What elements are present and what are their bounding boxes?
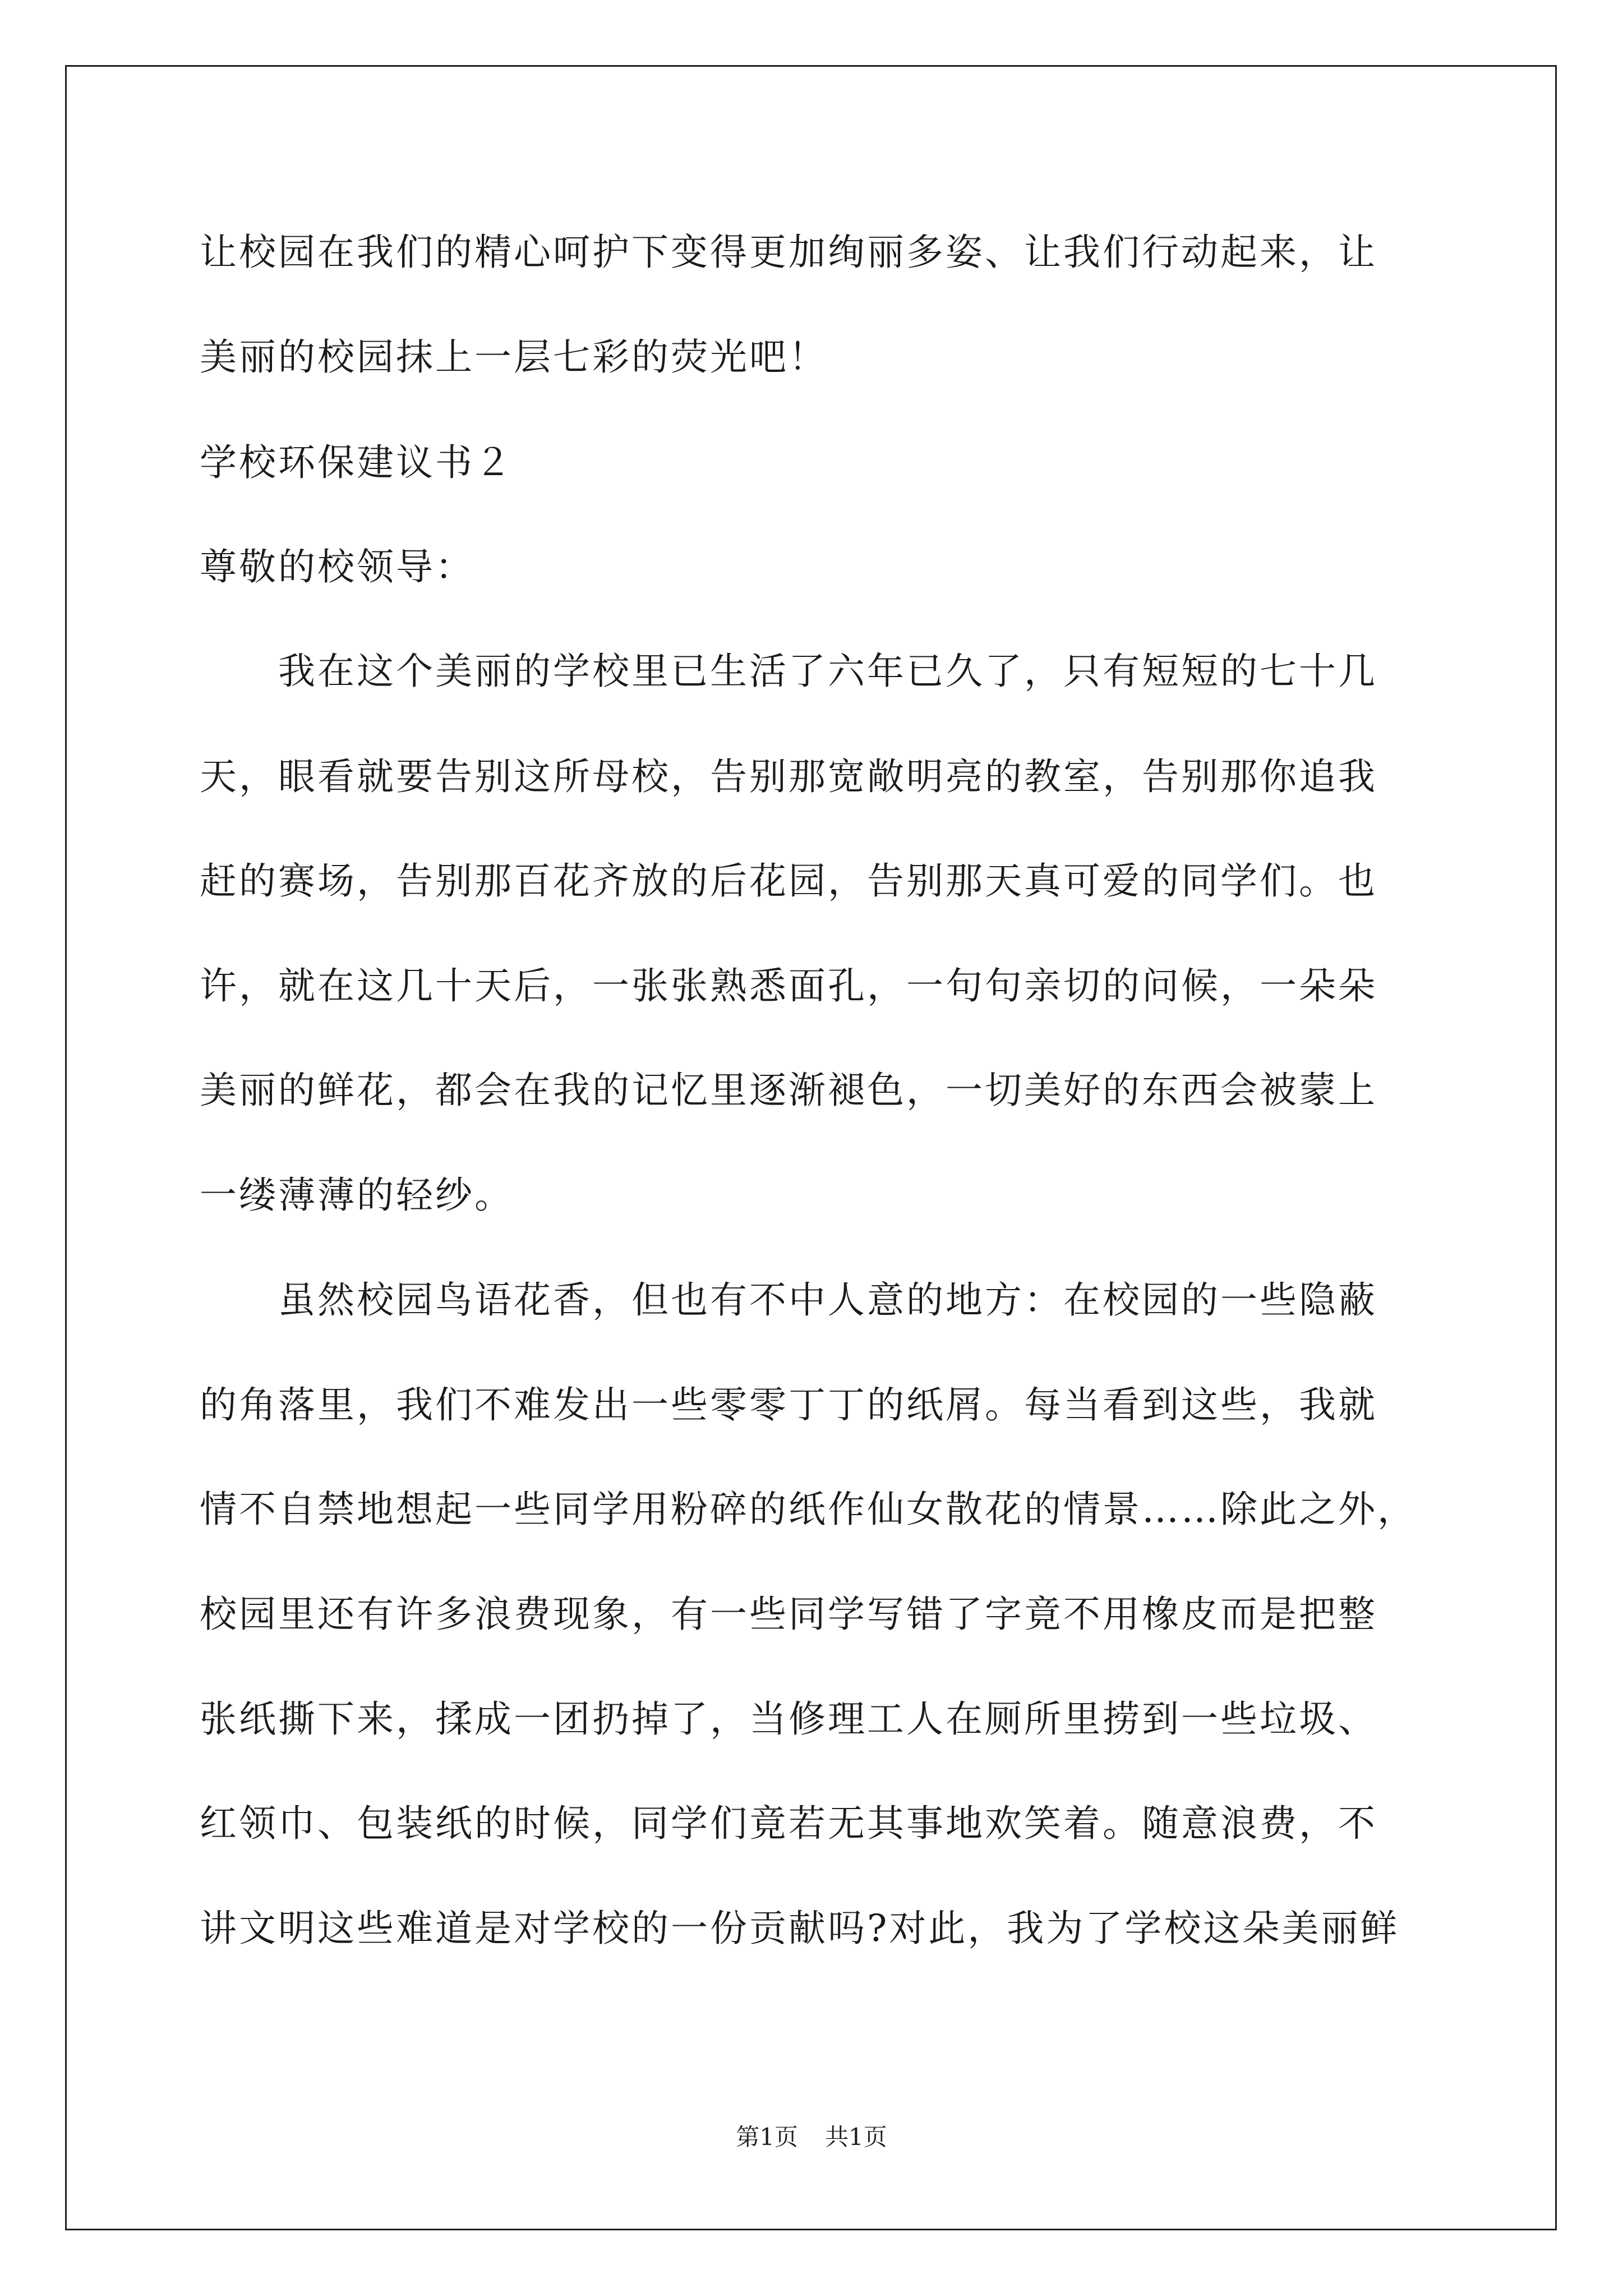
text-line: 让校园在我们的精心呵护下变得更加绚丽多姿、让我们行动起来，让	[200, 231, 1377, 274]
text-line: 美丽的校园抹上一层七彩的荧光吧！	[200, 335, 828, 379]
salutation: 尊敬的校领导：	[200, 545, 474, 588]
text-line: 我在这个美丽的学校里已生活了六年已久了，只有短短的七十几	[278, 650, 1377, 693]
text-line: 一缕薄薄的轻纱。	[200, 1174, 514, 1217]
text-line: 校园里还有许多浪费现象，有一些同学写错了字竟不用橡皮而是把整	[200, 1593, 1377, 1636]
text-line: 虽然校园鸟语花香，但也有不中人意的地方：在校园的一些隐蔽	[278, 1278, 1377, 1322]
current-page-label: 第1页	[736, 2123, 798, 2151]
section-heading: 学校环保建议书２	[200, 441, 514, 484]
text-line: 红领巾、包装纸的时候，同学们竟若无其事地欢笑着。随意浪费，不	[200, 1802, 1377, 1845]
text-line: 讲文明这些难道是对学校的一份贡献吗?对此，我为了学校这朵美丽鲜	[200, 1907, 1400, 1950]
text-line: 赶的赛场，告别那百花齐放的后花园，告别那天真可爱的同学们。也	[200, 859, 1377, 903]
text-line: 许，就在这几十天后，一张张熟悉面孔，一句句亲切的问候，一朵朵	[200, 964, 1377, 1007]
text-line: 美丽的鲜花，都会在我的记忆里逐渐褪色，一切美好的东西会被蒙上	[200, 1069, 1377, 1112]
text-line: 情不自禁地想起一些同学用粉碎的纸作仙女散花的情景……除此之外，	[200, 1488, 1417, 1531]
text-line: 张纸撕下来，揉成一团扔掉了，当修理工人在厕所里捞到一些垃圾、	[200, 1697, 1377, 1741]
text-line: 的角落里，我们不难发出一些零零丁丁的纸屑。每当看到这些，我就	[200, 1383, 1377, 1427]
page-footer	[0, 2120, 1623, 2154]
total-pages-label: 共1页	[825, 2123, 887, 2151]
text-line: 天，眼看就要告别这所母校，告别那宽敞明亮的教室，告别那你追我	[200, 755, 1377, 798]
